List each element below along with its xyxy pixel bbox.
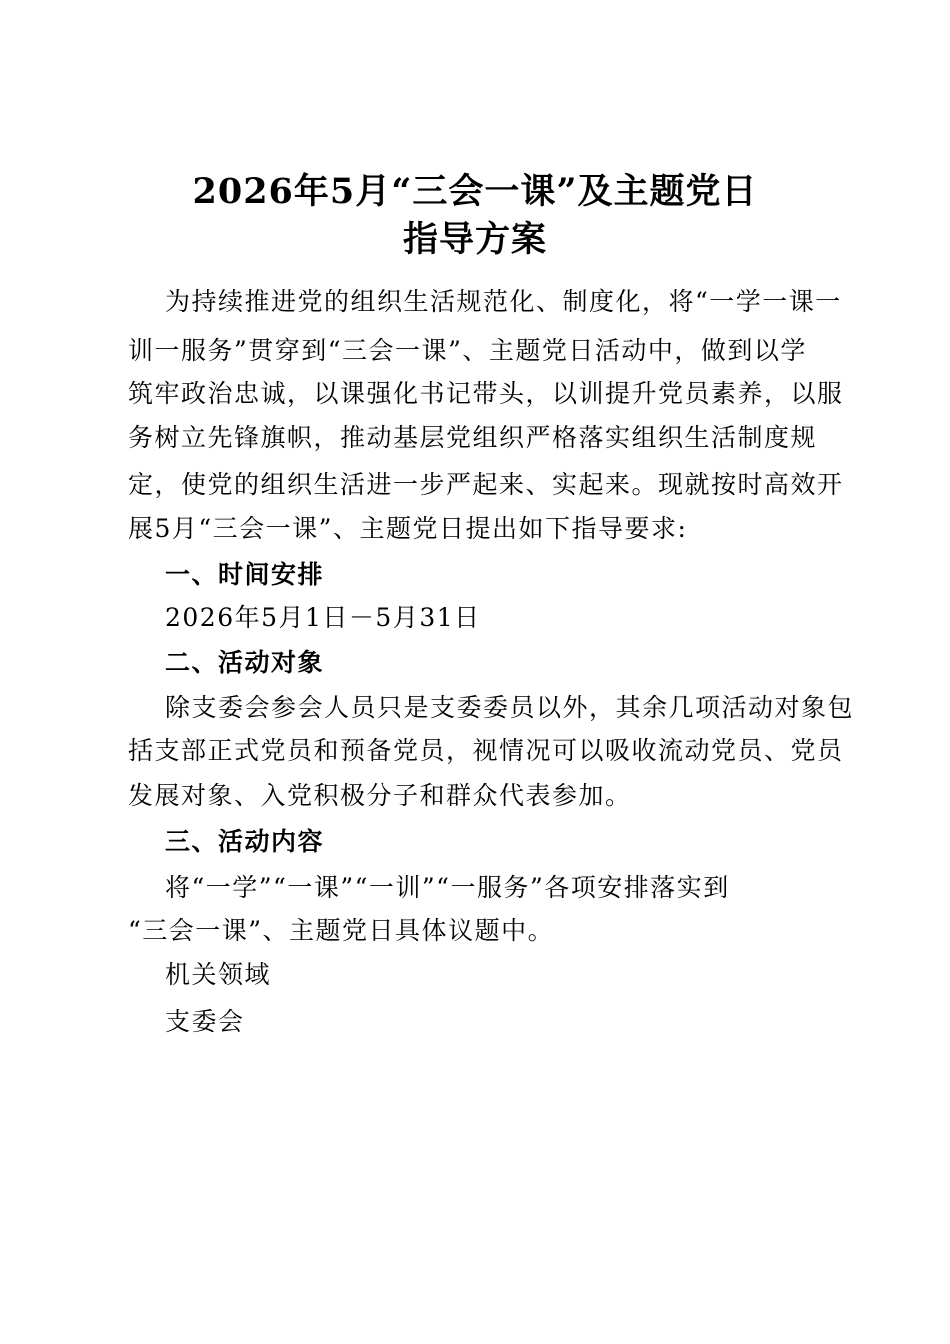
section-paragraph-line: 除支委会参会人员只是支委委员以外，其余几项活动对象包: [165, 693, 855, 722]
section-paragraph-line: 发展对象、入党积极分子和群众代表参加。: [128, 781, 632, 810]
intro-paragraph-line: 定，使党的组织生活进一步严起来、实起来。现就按时高效开: [128, 470, 844, 499]
intro-paragraph-line: 展5月“三会一课”、主题党日提出如下指导要求:: [128, 514, 688, 543]
section-heading-time: 一、时间安排: [165, 560, 325, 589]
section-paragraph-line: “三会一课”、主题党日具体议题中。: [128, 916, 555, 945]
section-heading-participants: 二、活动对象: [165, 648, 325, 677]
section-paragraph-line: 括支部正式党员和预备党员，视情况可以吸收流动党员、党员: [128, 736, 844, 765]
document-title-line-2: 指导方案: [402, 219, 547, 260]
intro-paragraph-line: 训一服务”贯穿到“三会一课”、主题党日活动中，做到以学: [128, 336, 807, 365]
sub-label-agency: 机关领域: [165, 960, 272, 989]
intro-paragraph-line: 筑牢政治忠诚，以课强化书记带头，以训提升党员素养，以服: [128, 379, 844, 408]
document-title-line-1: 2026年5月“三会一课”及主题党日: [192, 171, 758, 212]
intro-paragraph-line: 务树立先锋旗帜，推动基层党组织严格落实组织生活制度规: [128, 423, 818, 452]
section-paragraph-line: 将“一学”“一课”“一训”“一服务”各项安排落实到: [165, 873, 730, 902]
section-text-time: 2026年5月1日－5月31日: [165, 603, 481, 632]
intro-paragraph-line: 为持续推进党的组织生活规范化、制度化，将“一学一课一: [165, 287, 842, 316]
section-heading-content: 三、活动内容: [165, 827, 325, 856]
sub-label-branch-committee: 支委会: [165, 1007, 245, 1036]
